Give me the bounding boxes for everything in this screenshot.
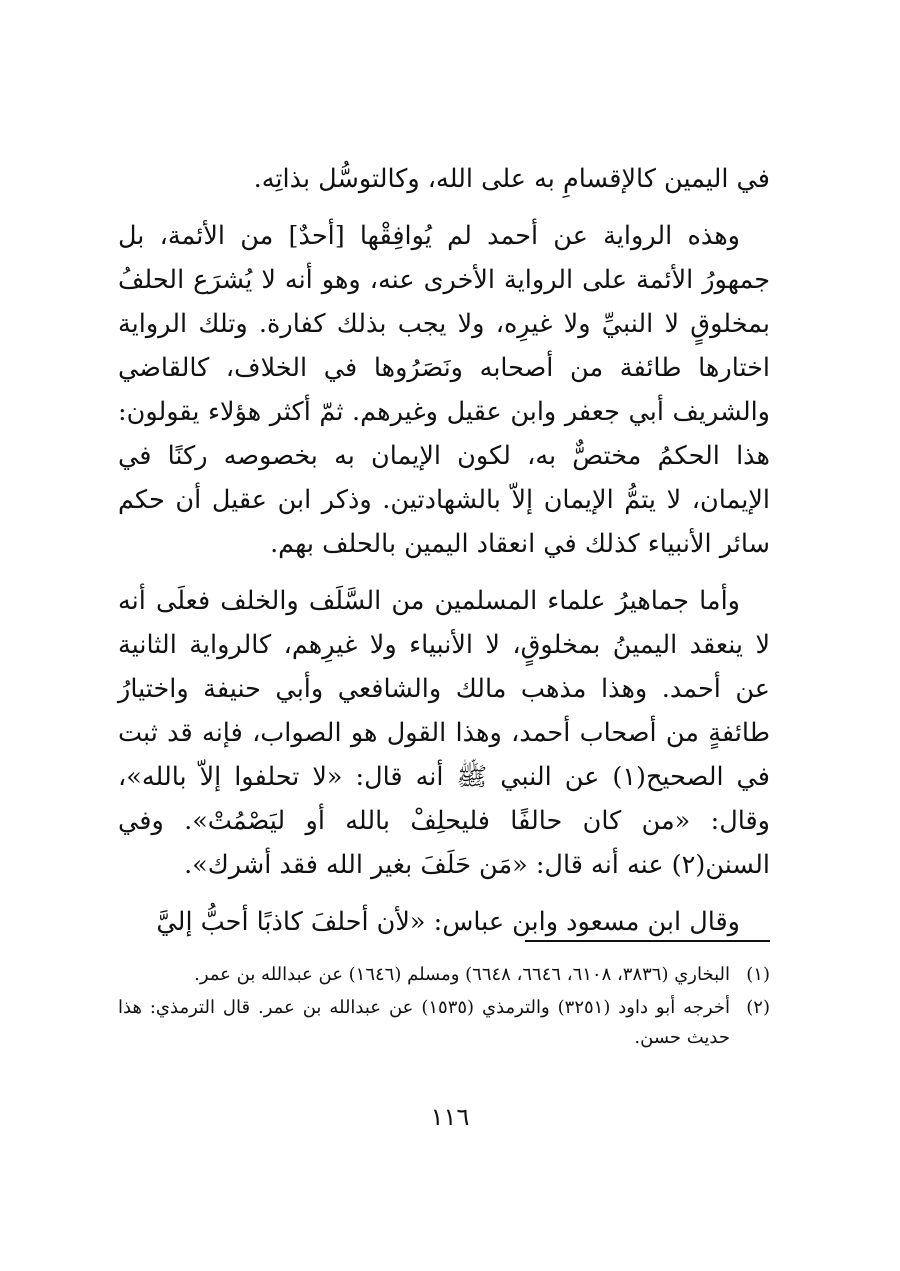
paragraph-4-text: وقال ابن مسعود وابن عباس: «لأن أحلفَ كاذبًا أحبُّ إليَّ: [156, 907, 740, 937]
paragraph-1-text: في اليمين كالإقسامِ به على الله، وكالتوسُّل بذاتِه.: [253, 164, 770, 194]
footnote-text: أخرجه أبو داود (٣٢٥١) والترمذي (١٥٣٥) عن عبدالله بن عمر. قال الترمذي: هذا حديث حسن.: [118, 997, 730, 1048]
footnote-number: (١): [746, 964, 770, 985]
paragraph-ahmad-narration: [118, 214, 770, 566]
footnote-separator: [525, 940, 770, 942]
paragraph-2-text: وهذه الرواية عن أحمد لم يُوافِقْها [أحدٌ] من الأئمة، بل جمهورُ الأئمة على الرواية الأخرى عنه، وهو أنه لا يُشرَع الحلفُ بمخلوقٍ لا النبيِّ ولا غيرِه، ولا يجب بذلك كفارة. وتلك الرواية اختارها طائفة من أصحابه ونَصَرُوها في الخلاف، كالقاضي والشريف أبي جعفر وابن عقيل وغيرهم. ثمّ أكثر هؤلاء يقولون: هذا الحكمُ مختصٌّ به، لكون الإيمان به بخصوصه ركنًا في الإيمان، لا يتمُّ الإيمان إلاّ بالشهادتين. وذكر ابن عقيل أن حكم سائر الأنبياء كذلك في انعقاد اليمين بالحلف بهم.: [118, 221, 770, 559]
footnote-1: [118, 960, 770, 990]
paragraph-ibn-masud-quote: [118, 900, 770, 944]
footnote-text: البخاري (٣٨٣٦، ٦١٠٨، ٦٦٤٦، ٦٦٤٨) ومسلم (١٦٤٦) عن عبدالله بن عمر.: [194, 964, 730, 985]
footnotes: [118, 960, 770, 1056]
page-number: ١١٦: [430, 1103, 470, 1131]
main-text: [118, 157, 770, 944]
footnote-number: (٢): [746, 997, 770, 1018]
paragraph-3-text: وأما جماهيرُ علماء المسلمين من السَّلَف والخلف فعلَى أنه لا ينعقد اليمينُ بمخلوقٍ، لا الأنبياء ولا غيرِهم، كالرواية الثانية عن أحمد. وهذا مذهب مالك والشافعي وأبي حنيفة واختيارُ طائفةٍ من أصحاب أحمد، وهذا القول هو الصواب، فإنه قد ثبت في الصحيح(١) عن النبي ﷺ أنه قال: «لا تحلفوا إلاّ بالله»، وقال: «من كان حالفًا فليحلِفْ بالله أو ليَصْمُتْ». وفي السنن(٢) عنه أنه قال: «مَن حَلَفَ بغير الله فقد أشرك».: [118, 586, 770, 880]
paragraph-majority-view: [118, 579, 770, 887]
footnote-2: [118, 993, 770, 1053]
paragraph-continuation: [118, 157, 770, 201]
